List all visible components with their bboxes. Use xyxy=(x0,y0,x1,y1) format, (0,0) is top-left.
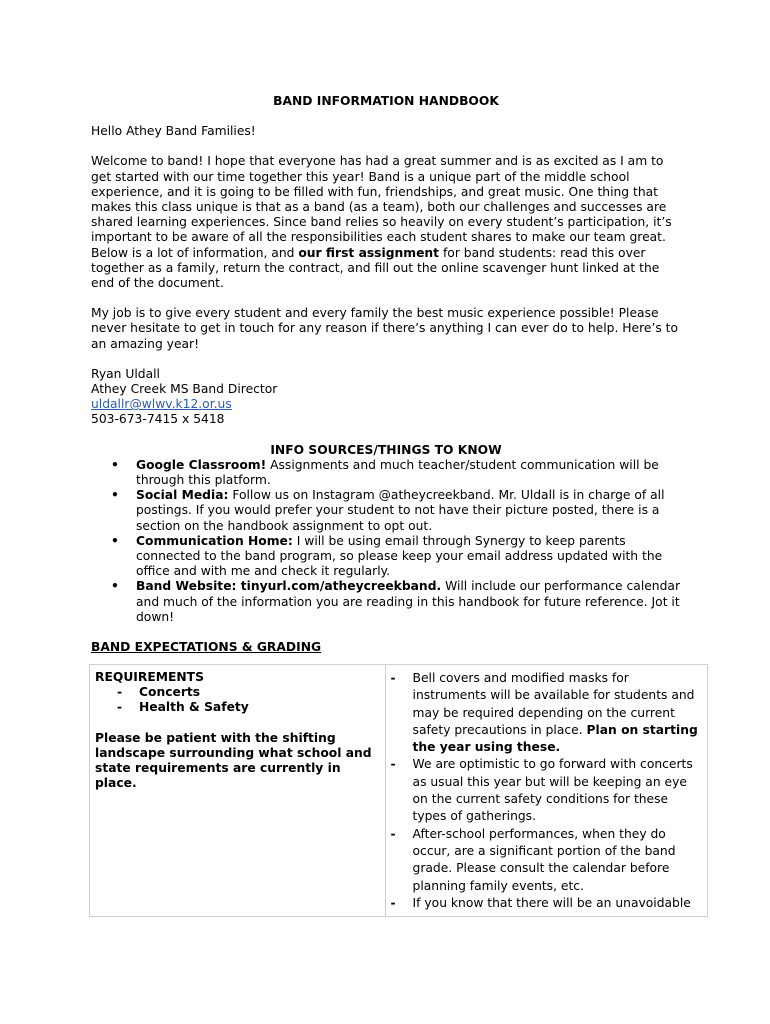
signature-name: Ryan Uldall xyxy=(91,366,160,381)
welcome-paragraph xyxy=(91,154,681,291)
requirements-note: Please be patient with the shifting landscape surrounding what school and state requirements are currently in place. xyxy=(95,730,372,791)
info-item-text: Will include our performance calendar and much of the information you are reading in this handbook for future reference. Jot it down! xyxy=(136,579,681,624)
info-heading: INFO SOURCES/THINGS TO KNOW xyxy=(270,442,502,457)
info-item-text: Assignments and much teacher/student communication will be through this platform. xyxy=(136,457,659,488)
welcome-text-continued: for band students: read this over together as a family, return the contract, and fill out the online scavenger hunt linked at the end of the document. xyxy=(91,245,660,291)
signature-block xyxy=(91,367,681,428)
section-heading: BAND EXPECTATIONS & GRADING xyxy=(91,640,322,655)
dash-icon: - xyxy=(117,700,123,715)
info-item-label: Google Classroom! xyxy=(136,457,267,472)
bullet-icon: • xyxy=(111,488,119,503)
dash-icon: - xyxy=(390,895,396,910)
expectations-table xyxy=(89,664,708,917)
info-list xyxy=(91,458,681,625)
signature-phone: 503-673-7415 x 5418 xyxy=(91,412,225,427)
mission-paragraph: My job is to give every student and every family the best music experience possible! Please never hesitate to get in touch for any reason if there’s anything I can ever do to help. Here’s to an amazing year! xyxy=(91,306,679,351)
bullet-icon: • xyxy=(111,579,119,594)
dash-icon: - xyxy=(390,671,396,685)
table-row xyxy=(90,665,708,917)
list-item xyxy=(391,895,702,912)
info-item-label: Communication Home: xyxy=(136,533,293,548)
first-assignment-emphasis: our first assignment xyxy=(298,245,440,260)
list-item xyxy=(117,685,380,700)
welcome-text: Welcome to band! I hope that everyone has had a great summer and is as excited as I am to get started with our time together this year! Band is a unique part of the middle school experience, and it is going to be filled with fun, friendships, and great music. One thing that makes this class unique is that as a band (as a team), both our challenges and successes are shared learning experiences. Since band relies so heavily on every student’s participation, it’s important to be aware of all the responsibilities each student shares to make our team great. Below is a lot of information, and xyxy=(91,154,672,260)
requirements-list xyxy=(95,685,380,715)
requirements-heading: REQUIREMENTS xyxy=(95,670,204,684)
detail-emphasis: Plan on starting the year using these. xyxy=(412,722,698,755)
dash-icon: - xyxy=(390,826,396,841)
list-item xyxy=(111,534,681,580)
info-item-label: Social Media: xyxy=(136,488,229,503)
list-item xyxy=(391,670,702,756)
detail-text: We are optimistic to go forward with concerts as usual this year but will be keeping an eye on the current safety conditions for these types of gatherings. xyxy=(412,757,693,824)
info-item-label: Band Website: tinyurl.com/atheycreekband. xyxy=(136,579,442,594)
details-cell xyxy=(385,665,707,917)
bullet-icon: • xyxy=(111,533,119,548)
detail-text: If you know that there will be an unavoidable xyxy=(412,895,691,910)
info-item-text: Follow us on Instagram @atheycreekband. Mr. Uldall is in charge of all postings. If you would prefer your student to not have their picture posted, there is a section on the handbook assignment to opt out. xyxy=(136,488,665,533)
requirements-cell xyxy=(90,665,386,917)
signature-role: Athey Creek MS Band Director xyxy=(91,382,278,397)
email-link[interactable]: uldallr@wlwv.k12.or.us xyxy=(91,397,232,412)
details-list xyxy=(391,670,702,912)
detail-text: After-school performances, when they do occur, are a significant portion of the band grade. Please consult the calendar before planning family events, etc. xyxy=(412,826,676,893)
detail-text: Bell covers and modified masks for instruments will be available for students and may be required depending on the current safety precautions in place. xyxy=(412,671,695,737)
document-title: BAND INFORMATION HANDBOOK xyxy=(273,94,499,108)
list-item xyxy=(111,579,681,625)
list-item xyxy=(111,458,681,488)
info-item-text: I will be using email through Synergy to keep parents connected to the band program, so please keep your email address updated with the office and with me and check it regularly. xyxy=(136,533,663,579)
list-item xyxy=(391,756,702,825)
bullet-icon: • xyxy=(111,457,119,472)
dash-icon: - xyxy=(390,757,396,772)
greeting: Hello Athey Band Families! xyxy=(91,124,256,139)
list-item xyxy=(111,488,681,534)
dash-icon: - xyxy=(117,685,123,700)
requirement-label: Health & Safety xyxy=(139,700,249,715)
requirement-label: Concerts xyxy=(139,685,201,700)
list-item xyxy=(391,826,702,895)
list-item xyxy=(117,700,380,715)
document-page xyxy=(91,94,681,668)
